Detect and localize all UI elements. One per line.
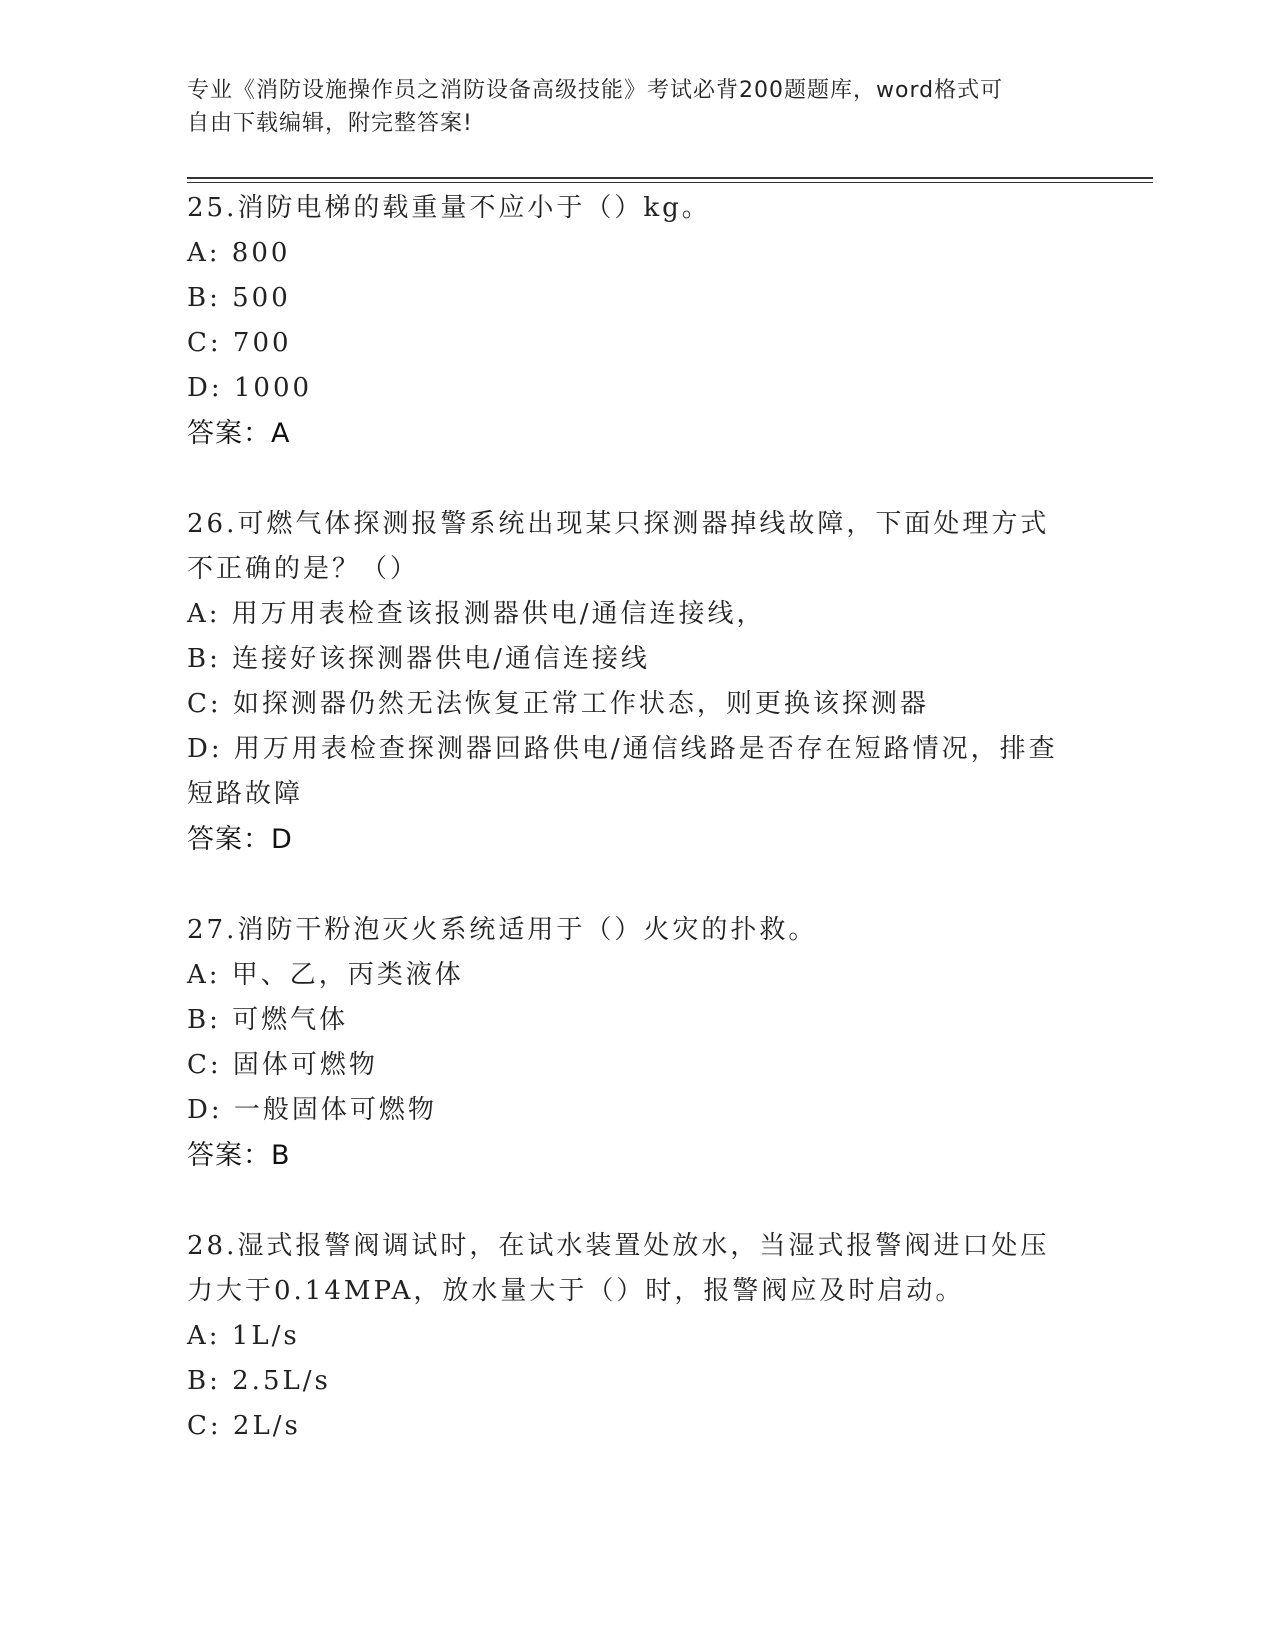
option-a: A: 800 (187, 238, 291, 268)
option-c: C: 700 (187, 328, 292, 358)
option-c: C: 如探测器仍然无法恢复正常工作状态，则更换该探测器 (187, 689, 929, 719)
option-c: C: 固体可燃物 (187, 1050, 378, 1080)
document-header (187, 74, 1067, 140)
header-line-2: 自由下载编辑，附完整答案! (187, 111, 473, 136)
question-25 (187, 186, 1087, 456)
question-stem: 25.消防电梯的载重量不应小于（）kg。 (187, 193, 711, 223)
question-26 (187, 502, 1087, 862)
option-a: A: 用万用表检查该报测器供电/通信连接线， (187, 599, 766, 629)
question-stem: 27.消防干粉泡灭火系统适用于（）火灾的扑救。 (187, 915, 818, 945)
question-list (187, 186, 1087, 1449)
answer-line: 答案：A (187, 418, 291, 449)
option-c: C: 2L/s (187, 1411, 301, 1441)
question-stem: 26.可燃气体探测报警系统出现某只探测器掉线故障，下面处理方式不正确的是？（） (187, 509, 1050, 584)
answer-line: 答案：B (187, 1140, 291, 1171)
question-spacer (187, 862, 1087, 908)
question-spacer (187, 456, 1087, 502)
answer-line: 答案：D (187, 824, 293, 855)
header-line-1: 专业《消防设施操作员之消防设备高级技能》考试必背200题题库，word格式可 (187, 78, 1004, 103)
option-a: A: 甲、乙，丙类液体 (187, 960, 464, 990)
header-divider-thick (187, 177, 1153, 179)
question-27 (187, 908, 1087, 1178)
option-b: B: 连接好该探测器供电/通信连接线 (187, 644, 650, 674)
option-b: B: 2.5L/s (187, 1366, 331, 1396)
header-divider-thin (187, 182, 1153, 183)
option-d: D: 一般固体可燃物 (187, 1095, 437, 1125)
option-b: B: 500 (187, 283, 291, 313)
option-b: B: 可燃气体 (187, 1005, 349, 1035)
option-a: A: 1L/s (187, 1321, 300, 1351)
option-d: D: 1000 (187, 373, 313, 403)
question-28 (187, 1224, 1087, 1449)
option-d: D: 用万用表检查探测器回路供电/通信线路是否存在短路情况，排查短路故障 (187, 734, 1058, 809)
question-spacer (187, 1178, 1087, 1224)
question-stem: 28.湿式报警阀调试时，在试水装置处放水，当湿式报警阀进口处压力大于0.14MPA，放水量大于（）时，报警阀应及时启动。 (187, 1231, 1050, 1306)
